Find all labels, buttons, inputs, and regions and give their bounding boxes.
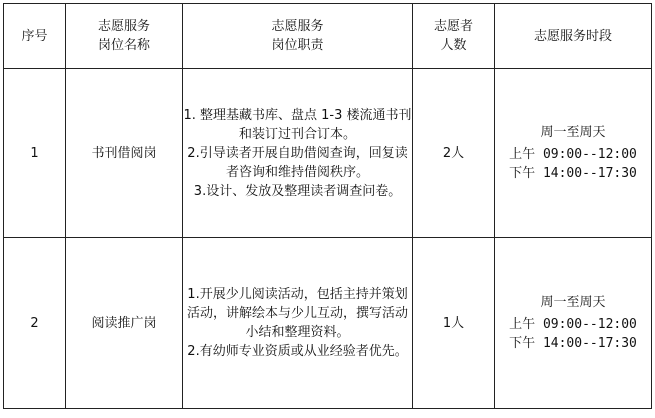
- row-no: 1: [4, 69, 66, 238]
- duty-item: 2.有幼师专业资质或从业经验者优先。: [187, 344, 408, 359]
- row-post-name: 书刊借阅岗: [66, 69, 183, 238]
- time-days: 周一至周天: [540, 125, 606, 140]
- header-time: 志愿服务时段: [495, 4, 652, 69]
- row-duties: [183, 69, 413, 238]
- duty-item: 3.设计、发放及整理读者调查问卷。: [193, 183, 402, 199]
- header-count: [413, 4, 495, 69]
- duty-item: 1. 整理基藏书库、盘点 1-3 楼流通书刊和装订过刊合订本。: [183, 107, 412, 142]
- row-count: 2人: [413, 69, 495, 238]
- header-post-duties-line1: 志愿服务: [271, 19, 324, 34]
- header-post-duties-line2: 岗位职责: [271, 38, 324, 53]
- row-no: 2: [4, 238, 66, 409]
- header-post-duties: [183, 4, 413, 69]
- table-row: [4, 238, 652, 409]
- header-count-line2: 人数: [440, 38, 467, 53]
- row-post-name: 阅读推广岗: [66, 238, 183, 409]
- table-row: [4, 69, 652, 238]
- header-post-name: [66, 4, 183, 69]
- time-morning: 上午 09:00--12:00: [509, 317, 637, 332]
- header-post-name-line1: 志愿服务: [97, 19, 150, 34]
- time-afternoon: 下午 14:00--17:30: [509, 166, 637, 181]
- time-afternoon: 下午 14:00--17:30: [509, 336, 637, 351]
- row-duties: [183, 238, 413, 409]
- row-time: [495, 238, 652, 409]
- header-post-name-line2: 岗位名称: [97, 38, 150, 53]
- duty-item: 2.引导读者开展自助借阅查询，回复读者咨询和维持借阅秩序。: [187, 145, 408, 180]
- volunteer-posts-table: [3, 3, 652, 409]
- time-days: 周一至周天: [540, 295, 606, 310]
- time-morning: 上午 09:00--12:00: [509, 147, 637, 162]
- header-count-line1: 志愿者: [433, 19, 473, 34]
- row-count: 1人: [413, 238, 495, 409]
- row-time: [495, 69, 652, 238]
- header-no: 序号: [4, 4, 66, 69]
- header-row: [4, 4, 652, 69]
- duty-item: 1.开展少儿阅读活动，包括主持并策划活动，讲解绘本与少儿互动，撰写活动小结和整理资料。: [186, 287, 408, 340]
